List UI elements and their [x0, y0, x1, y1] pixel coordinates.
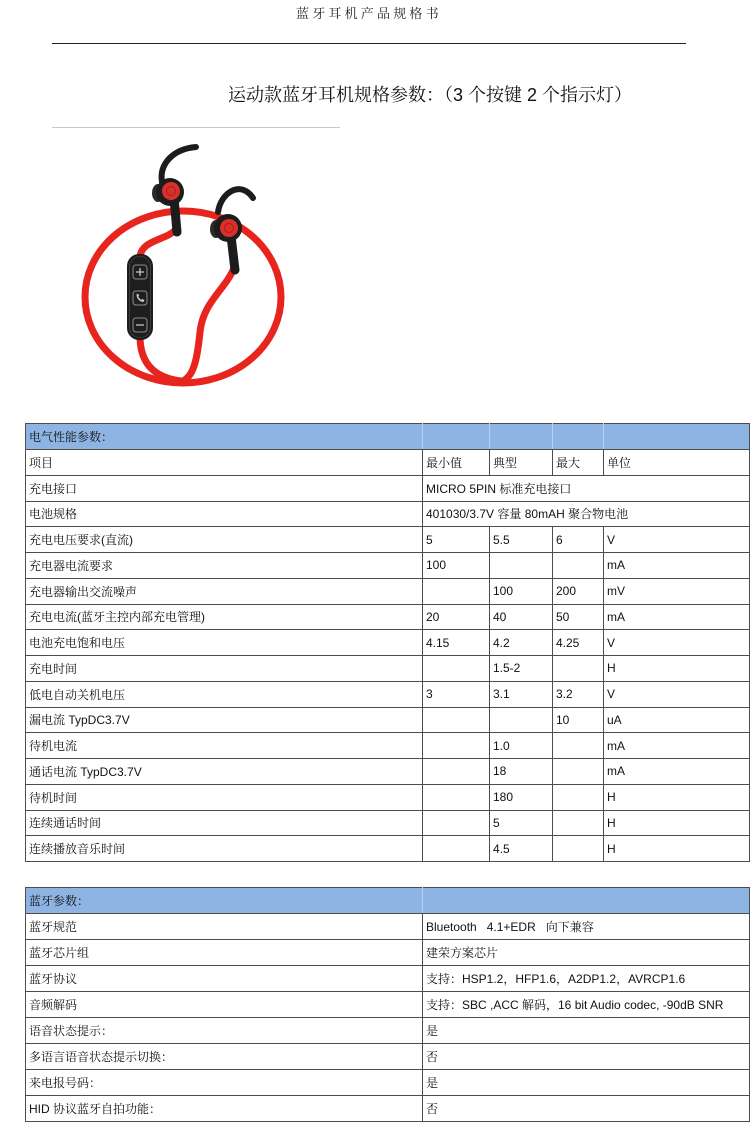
cell-unit: mV [604, 578, 750, 604]
cell-item: 待机电流 [26, 733, 423, 759]
cell-max [553, 553, 604, 579]
cell-item: 待机时间 [26, 784, 423, 810]
cell-max: 50 [553, 604, 604, 630]
header-rule [52, 43, 686, 44]
cell-typ [490, 553, 553, 579]
cell-unit: H [604, 810, 750, 836]
column-header: 最小值 [423, 450, 490, 476]
cell-typ [490, 707, 553, 733]
section-title: 蓝牙参数： [26, 888, 423, 914]
cell-spec: 401030/3.7V 容量 80mAH 聚合物电池 [423, 501, 750, 527]
cell-value: 是 [423, 1018, 750, 1044]
cell-unit: V [604, 630, 750, 656]
earphone-product-image [75, 140, 290, 390]
table-row [26, 681, 750, 707]
cell-item: 漏电流 TypDC3.7V [26, 707, 423, 733]
left-ear-hook [162, 147, 196, 182]
section-header-cell [423, 424, 490, 450]
cell-item: 充电时间 [26, 656, 423, 682]
cell-item: 低电自动关机电压 [26, 681, 423, 707]
cell-value: 否 [423, 1096, 750, 1122]
section-header [26, 888, 750, 914]
table-row [26, 1018, 750, 1044]
cell-item: 电池规格 [26, 501, 423, 527]
center-cable [183, 268, 234, 381]
cell-typ: 5.5 [490, 527, 553, 553]
cell-unit: mA [604, 759, 750, 785]
cell-unit: V [604, 527, 750, 553]
cell-item: 电池充电饱和电压 [26, 630, 423, 656]
cell-min [423, 759, 490, 785]
cell-max: 200 [553, 578, 604, 604]
cell-item: 连续通话时间 [26, 810, 423, 836]
table-row [26, 604, 750, 630]
cell-item: 连续播放音乐时间 [26, 836, 423, 862]
cell-unit: H [604, 784, 750, 810]
cell-unit: uA [604, 707, 750, 733]
cell-max [553, 836, 604, 862]
table-row [26, 1070, 750, 1096]
column-header: 单位 [604, 450, 750, 476]
cell-min: 100 [423, 553, 490, 579]
cell-typ: 180 [490, 784, 553, 810]
cell-value: 是 [423, 1070, 750, 1096]
section-header-cell [604, 424, 750, 450]
cell-unit: H [604, 836, 750, 862]
column-header-row [26, 450, 750, 476]
cell-min [423, 578, 490, 604]
cell-item: 通话电流 TypDC3.7V [26, 759, 423, 785]
cell-value: 否 [423, 1044, 750, 1070]
remote-control [127, 254, 153, 340]
table-row [26, 992, 750, 1018]
cell-item: 充电接口 [26, 475, 423, 501]
table-row [26, 914, 750, 940]
section-header [26, 424, 750, 450]
cell-max [553, 759, 604, 785]
cell-typ: 40 [490, 604, 553, 630]
cell-item: 充电器电流要求 [26, 553, 423, 579]
column-header: 项目 [26, 450, 423, 476]
cell-item: 蓝牙规范 [26, 914, 423, 940]
cell-unit: mA [604, 604, 750, 630]
cell-max [553, 784, 604, 810]
cell-typ: 18 [490, 759, 553, 785]
cell-max: 3.2 [553, 681, 604, 707]
cell-unit: H [604, 656, 750, 682]
table-row [26, 966, 750, 992]
table-row [26, 810, 750, 836]
cell-value: 支持：SBC ,ACC 解码，16 bit Audio codec, -90dB SNR [423, 992, 750, 1018]
cell-item: 来电报号码： [26, 1070, 423, 1096]
cell-value: 建荣方案芯片 [423, 940, 750, 966]
table-row [26, 940, 750, 966]
table-row [26, 759, 750, 785]
cell-item: HID 协议蓝牙自拍功能： [26, 1096, 423, 1122]
cell-min: 5 [423, 527, 490, 553]
table-row [26, 527, 750, 553]
table-row [26, 707, 750, 733]
cell-min [423, 810, 490, 836]
cell-item: 音频解码 [26, 992, 423, 1018]
cell-min: 3 [423, 681, 490, 707]
document-header: 蓝牙耳机产品规格书 [296, 7, 442, 22]
electrical-spec-table [25, 423, 750, 862]
cell-value: 支持：HSP1.2，HFP1.6，A2DP1.2，AVRCP1.6 [423, 966, 750, 992]
cell-typ: 4.5 [490, 836, 553, 862]
cell-item: 充电器输出交流噪声 [26, 578, 423, 604]
table-row [26, 578, 750, 604]
table-row [26, 630, 750, 656]
cell-item: 语音状态提示： [26, 1018, 423, 1044]
cell-item: 多语言语音状态提示切换： [26, 1044, 423, 1070]
table-row [26, 836, 750, 862]
table-row [26, 656, 750, 682]
cell-typ: 5 [490, 810, 553, 836]
left-earbud [152, 147, 196, 232]
cell-item: 蓝牙协议 [26, 966, 423, 992]
column-header: 典型 [490, 450, 553, 476]
cell-max: 6 [553, 527, 604, 553]
cell-unit: mA [604, 733, 750, 759]
cable [85, 211, 281, 383]
cell-min [423, 784, 490, 810]
cell-min: 20 [423, 604, 490, 630]
cell-item: 充电电压要求(直流) [26, 527, 423, 553]
cell-min: 4.15 [423, 630, 490, 656]
cell-spec: MICRO 5PIN 标准充电接口 [423, 475, 750, 501]
cell-max [553, 656, 604, 682]
cell-typ: 1.0 [490, 733, 553, 759]
column-header: 最大 [553, 450, 604, 476]
table-row [26, 733, 750, 759]
bluetooth-spec-table [25, 887, 750, 1122]
cell-min [423, 656, 490, 682]
cable-loop [85, 211, 281, 383]
cell-value: Bluetooth 4.1+EDR 向下兼容 [423, 914, 750, 940]
right-ear-hook [218, 189, 253, 212]
cell-unit: mA [604, 553, 750, 579]
table-row [26, 784, 750, 810]
section-header-cell [423, 888, 750, 914]
cell-max [553, 733, 604, 759]
cell-min [423, 707, 490, 733]
cell-max: 10 [553, 707, 604, 733]
cell-typ: 4.2 [490, 630, 553, 656]
title-underline [52, 127, 340, 128]
section-title: 电气性能参数： [26, 424, 423, 450]
cell-min [423, 733, 490, 759]
cell-max: 4.25 [553, 630, 604, 656]
table-row [26, 1096, 750, 1122]
cell-min [423, 836, 490, 862]
table-row [26, 475, 750, 501]
cell-max [553, 810, 604, 836]
cell-item: 蓝牙芯片组 [26, 940, 423, 966]
section-header-cell [553, 424, 604, 450]
document-title: 运动款蓝牙耳机规格参数：（3 个按键 2 个指示灯） [228, 85, 633, 105]
cell-unit: V [604, 681, 750, 707]
cell-item: 充电电流(蓝牙主控内部充电管理) [26, 604, 423, 630]
table-row [26, 1044, 750, 1070]
table-row [26, 553, 750, 579]
cell-typ: 1.5-2 [490, 656, 553, 682]
cell-typ: 100 [490, 578, 553, 604]
table-row [26, 501, 750, 527]
section-header-cell [490, 424, 553, 450]
cell-typ: 3.1 [490, 681, 553, 707]
